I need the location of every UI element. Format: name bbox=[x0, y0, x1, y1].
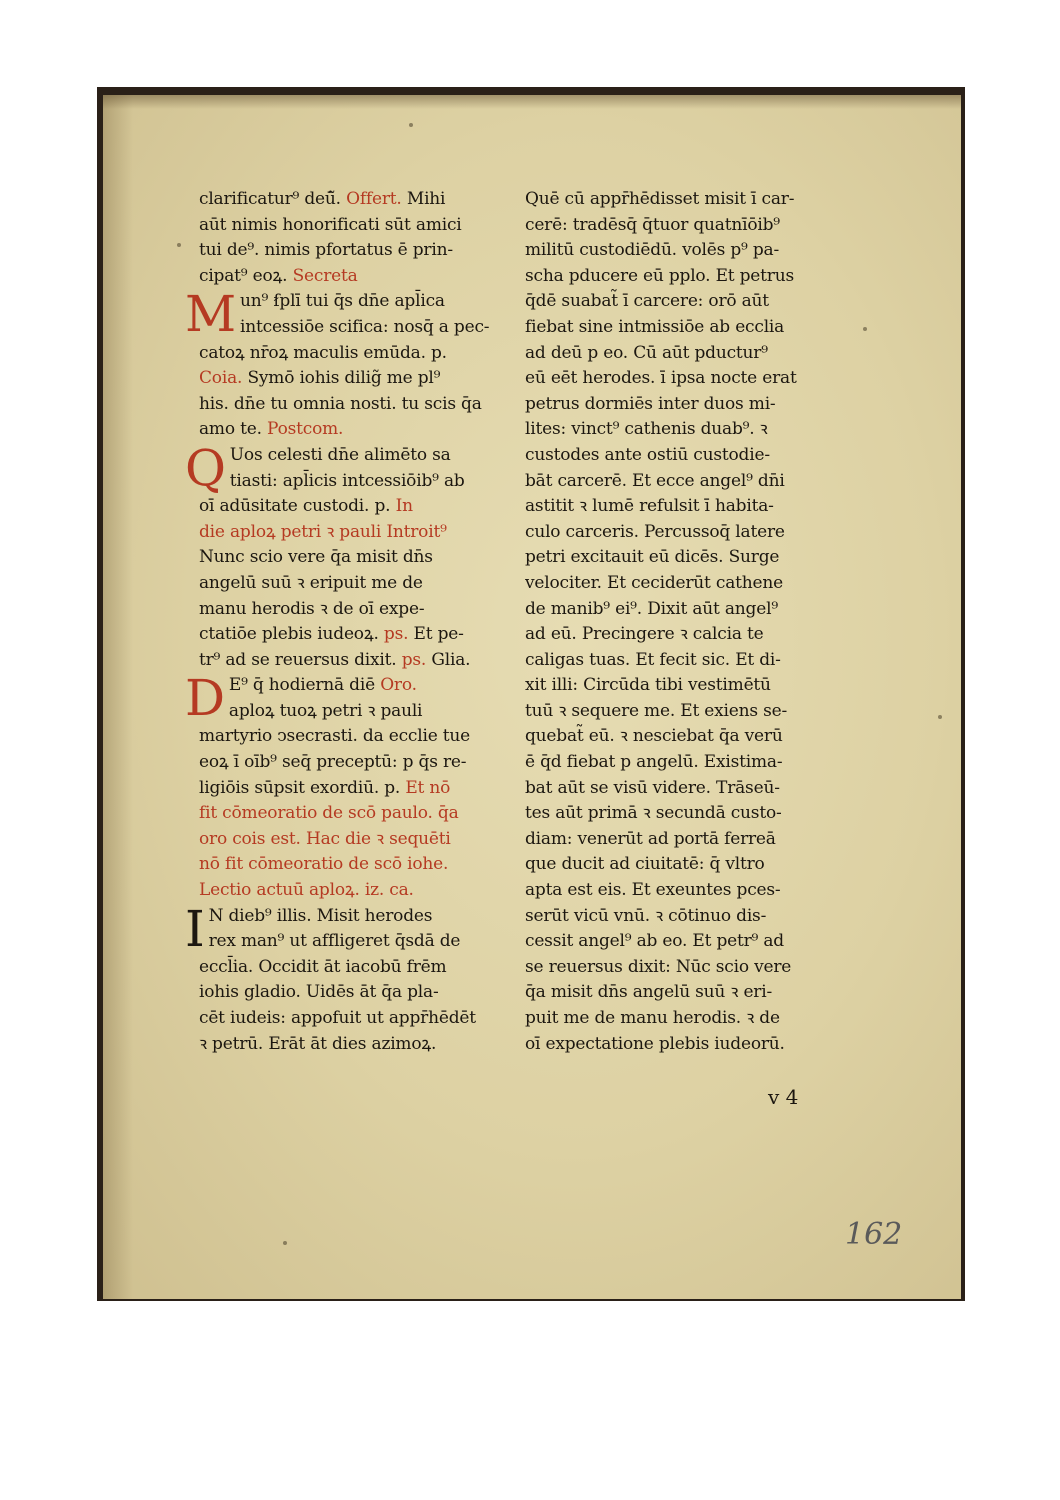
text-line bbox=[525, 315, 843, 341]
line-text: Quē cū appr̄hēdisset misit ī car- bbox=[525, 189, 795, 209]
wear-spot bbox=[863, 327, 867, 331]
text-line bbox=[525, 648, 843, 674]
line-text: scha pducere eū pplo. Et petrus bbox=[525, 265, 794, 286]
wear-spot bbox=[938, 715, 942, 719]
line-text: petri excitauit eū dicēs. Surge bbox=[525, 547, 780, 568]
line-text: cēt iudeis: appofuit ut appr̄hēdēt bbox=[199, 1008, 476, 1028]
text-line bbox=[525, 571, 843, 597]
rubric-text: Secreta bbox=[292, 265, 358, 286]
line-text: culo carceris. Percussoq̄ latere bbox=[525, 521, 785, 542]
line-text: clarificatur⁹ deū̃. bbox=[199, 189, 341, 209]
text-line bbox=[199, 878, 517, 904]
line-text: tiasti: apl̄icis intcessiōib⁹ ab bbox=[229, 470, 465, 491]
wear-spot bbox=[177, 243, 181, 247]
text-line bbox=[525, 801, 843, 827]
text-line bbox=[199, 571, 517, 597]
rubric-text: ps. bbox=[401, 649, 427, 670]
text-line bbox=[525, 852, 843, 878]
text-line bbox=[199, 776, 517, 802]
line-text: eū eēt herodes. ī ipsa nocte erat bbox=[525, 368, 797, 389]
line-text: cerē: tradēsq̄ q̄tuor quatnīōib⁹ bbox=[525, 214, 780, 235]
wear-spot bbox=[283, 1241, 287, 1245]
line-text: tui de⁹. nimis pfortatus ē prin- bbox=[199, 240, 453, 261]
text-line bbox=[199, 341, 517, 367]
text-line bbox=[199, 597, 517, 623]
line-text: lites: vinct⁹ cathenis duab⁹. ꝛ bbox=[525, 419, 768, 440]
text-line bbox=[525, 213, 843, 239]
line-text: eoꝝ ī oīb⁹ seq̄ preceptū: p q̄s re- bbox=[199, 752, 467, 773]
line-text: puit me de manu herodis. ꝛ de bbox=[525, 1008, 780, 1028]
line-text: ꝛ petrū. Erāt āt dies azimoꝝ. bbox=[199, 1033, 437, 1054]
line-text: cipat⁹ eoꝝ. bbox=[199, 265, 288, 286]
line-text: velociter. Et ceciderūt cathene bbox=[525, 572, 783, 593]
line-text: his. dn̄e tu omnia nosti. tu scis q̄a bbox=[199, 393, 482, 414]
line-text: astitit ꝛ lumē refulsit ī habita- bbox=[525, 496, 774, 517]
line-text: se reuersus dixit: Nūc scio vere bbox=[525, 956, 792, 977]
rubric-text: Oro. bbox=[380, 675, 417, 696]
line-text: Symō iohis dilig̃ me pl⁹ bbox=[247, 368, 441, 389]
text-line bbox=[525, 699, 843, 725]
text-line bbox=[525, 1032, 843, 1058]
text-line bbox=[199, 980, 517, 1006]
rubric-text: die aploꝝ petri ꝛ pauli Introit⁹ bbox=[199, 521, 447, 542]
text-line bbox=[199, 264, 517, 290]
folio-number: 162 bbox=[845, 1217, 903, 1252]
text-line bbox=[525, 878, 843, 904]
rubric-text: fit cōmeoratio de scō paulo. q̄a bbox=[199, 803, 459, 824]
text-line bbox=[525, 622, 843, 648]
text-line bbox=[199, 801, 517, 827]
decorated-initial: I bbox=[185, 899, 205, 958]
text-line bbox=[230, 469, 517, 495]
line-text: q̄dē suabat̃ ī carcere: orō aūt bbox=[525, 291, 769, 312]
line-text: catoꝝ nr̄oꝝ maculis emūda. p. bbox=[199, 342, 447, 363]
line-text: tr⁹ ad se reuersus dixit. bbox=[199, 649, 397, 670]
line-text: amo te. bbox=[199, 419, 262, 440]
text-line bbox=[199, 238, 517, 264]
line-text: eccl̄ia. Occidit āt iacobū frēm bbox=[199, 956, 447, 977]
line-text: serūt vicū vnū. ꝛ cōtinuo dis- bbox=[525, 905, 767, 926]
text-line bbox=[525, 341, 843, 367]
text-line bbox=[525, 724, 843, 750]
line-text: caligas tuas. Et fecit sic. Et di- bbox=[525, 649, 781, 670]
line-text: E⁹ q̄ hodiernā diē bbox=[228, 675, 375, 696]
rubric-text: Offert. bbox=[346, 189, 402, 209]
text-line bbox=[209, 904, 517, 930]
text-line bbox=[209, 929, 517, 955]
line-text: Uos celesti dn̄e alimēto sa bbox=[229, 444, 451, 465]
text-line bbox=[199, 392, 517, 418]
line-text: tuū ꝛ sequere me. Et exiens se- bbox=[525, 700, 788, 721]
line-text: quebat̃ eū. ꝛ nesciebat q̄a verū bbox=[525, 726, 783, 747]
text-line bbox=[525, 929, 843, 955]
decorated-initial: D bbox=[185, 669, 225, 728]
text-line bbox=[525, 469, 843, 495]
line-text: oī adūsitate custodi. p. bbox=[199, 496, 391, 517]
text-line bbox=[525, 904, 843, 930]
rubric-text: In bbox=[395, 496, 413, 517]
line-text: custodes ante ostiū custodie- bbox=[525, 444, 770, 465]
text-line bbox=[199, 648, 517, 674]
text-line bbox=[199, 187, 517, 213]
line-text: aūt nimis honorificati sūt amici bbox=[199, 214, 462, 235]
text-line bbox=[525, 417, 843, 443]
line-text: apta est eis. Et exeuntes pces- bbox=[525, 880, 781, 901]
line-text: q̄a misit dn̄s angelū suū ꝛ eri- bbox=[525, 982, 773, 1003]
text-line bbox=[525, 238, 843, 264]
line-text: fiebat sine intmissiōe ab ecclia bbox=[525, 316, 785, 337]
rubric-text: Lectio actuū aploꝝ. iz. ca. bbox=[199, 880, 414, 901]
line-text: martyrio ↄsecrasti. da ecclie tue bbox=[199, 726, 471, 747]
line-text: aploꝝ tuoꝝ petri ꝛ pauli bbox=[228, 700, 423, 721]
line-text: un⁹ ẜplī tui q̄s dn̄e apl̄ica bbox=[240, 291, 445, 312]
text-line bbox=[525, 494, 843, 520]
line-text: rex man⁹ ut affligeret q̄sdā de bbox=[208, 931, 461, 952]
text-line bbox=[525, 443, 843, 469]
decorated-initial: Q bbox=[185, 438, 226, 497]
text-line bbox=[525, 597, 843, 623]
rubric-text: Coia. bbox=[199, 368, 243, 389]
line-text: xit illi: Circūda tibi vestimētū bbox=[525, 675, 771, 696]
text-line bbox=[525, 392, 843, 418]
line-text: tes aūt primā ꝛ secundā custo- bbox=[525, 803, 782, 824]
line-text: que ducit ad ciuitatē: q̄ vltro bbox=[525, 854, 765, 875]
text-line bbox=[199, 494, 517, 520]
line-text: ad eū. Precingere ꝛ calcia te bbox=[525, 624, 764, 645]
line-text: bāt carcerē. Et ecce angel⁹ dn̄i bbox=[525, 470, 785, 491]
text-line bbox=[525, 366, 843, 392]
text-line bbox=[525, 750, 843, 776]
leaf-shadow-top bbox=[103, 95, 961, 109]
text-line bbox=[199, 366, 517, 392]
text-line bbox=[230, 443, 517, 469]
text-line bbox=[240, 289, 517, 315]
line-text: oī expectatione plebis iudeorū. bbox=[525, 1033, 785, 1054]
text-line bbox=[199, 545, 517, 571]
line-text: petrus dormiēs inter duos mi- bbox=[525, 393, 776, 414]
text-line bbox=[199, 622, 517, 648]
rubric-text: ps. bbox=[383, 624, 409, 645]
text-line bbox=[199, 827, 517, 853]
line-text: de manib⁹ ei⁹. Dixit aūt angel⁹ bbox=[525, 598, 778, 619]
line-text: angelū suū ꝛ eripuit me de bbox=[199, 572, 423, 593]
text-line bbox=[199, 520, 517, 546]
text-line bbox=[525, 187, 843, 213]
text-line bbox=[229, 699, 517, 725]
line-text: N dieb⁹ illis. Misit herodes bbox=[208, 905, 433, 926]
line-text: bat aūt se visū videre. Trāseū- bbox=[525, 777, 780, 798]
text-line bbox=[525, 980, 843, 1006]
text-line bbox=[229, 673, 517, 699]
wear-spot bbox=[409, 123, 413, 127]
signature-mark: v 4 bbox=[768, 1085, 799, 1109]
line-text: ē q̄d fiebat p angelū. Existima- bbox=[525, 752, 783, 773]
line-text: ad deū p eo. Cū aūt pductur⁹ bbox=[525, 342, 768, 363]
line-text: Et pe- bbox=[413, 624, 464, 645]
scan-frame bbox=[97, 87, 965, 1301]
text-column-right bbox=[525, 187, 843, 1057]
line-text: ligiōis sūpsit exordiū. p. bbox=[199, 777, 401, 798]
text-line bbox=[199, 724, 517, 750]
line-text: Nunc scio vere q̄a misit dn̄s bbox=[199, 547, 433, 568]
line-text: iohis gladio. Uidēs āt q̄a pla- bbox=[199, 982, 439, 1003]
line-text: diam: venerūt ad portā ferreā bbox=[525, 828, 776, 849]
line-text: intcessiōe scifica: nosq̄ a pec- bbox=[240, 316, 490, 337]
text-line bbox=[525, 955, 843, 981]
line-text: cessit angel⁹ ab eo. Et petr⁹ ad bbox=[525, 931, 784, 952]
rubric-text: nō fit cōmeoratio de scō iohe. bbox=[199, 854, 449, 875]
text-line bbox=[199, 1006, 517, 1032]
line-text: ctatiōe plebis iudeoꝝ. bbox=[199, 624, 379, 645]
text-line bbox=[240, 315, 517, 341]
line-text: Glia. bbox=[431, 649, 471, 670]
line-text: militū custodiēdū. volēs p⁹ pa- bbox=[525, 240, 780, 261]
rubric-text: Et nō bbox=[405, 777, 451, 798]
line-text: Mihi bbox=[406, 189, 446, 209]
text-line bbox=[199, 852, 517, 878]
text-line bbox=[525, 520, 843, 546]
leaf-shadow-left bbox=[103, 95, 133, 1299]
decorated-initial: M bbox=[185, 285, 236, 344]
text-line bbox=[525, 1006, 843, 1032]
text-line bbox=[199, 1032, 517, 1058]
line-text: manu herodis ꝛ de oī expe- bbox=[199, 598, 425, 619]
manuscript-leaf bbox=[103, 95, 961, 1299]
text-line bbox=[199, 213, 517, 239]
rubric-text: oro cois est. Hac die ꝛ sequēti bbox=[199, 828, 451, 849]
text-line bbox=[525, 545, 843, 571]
text-line bbox=[525, 264, 843, 290]
text-line bbox=[525, 673, 843, 699]
text-line bbox=[525, 289, 843, 315]
text-line bbox=[525, 776, 843, 802]
text-line bbox=[199, 955, 517, 981]
text-line bbox=[525, 827, 843, 853]
rubric-text: Postcom. bbox=[267, 419, 344, 440]
text-line bbox=[199, 417, 517, 443]
text-line bbox=[199, 750, 517, 776]
text-column-left bbox=[185, 187, 517, 1057]
